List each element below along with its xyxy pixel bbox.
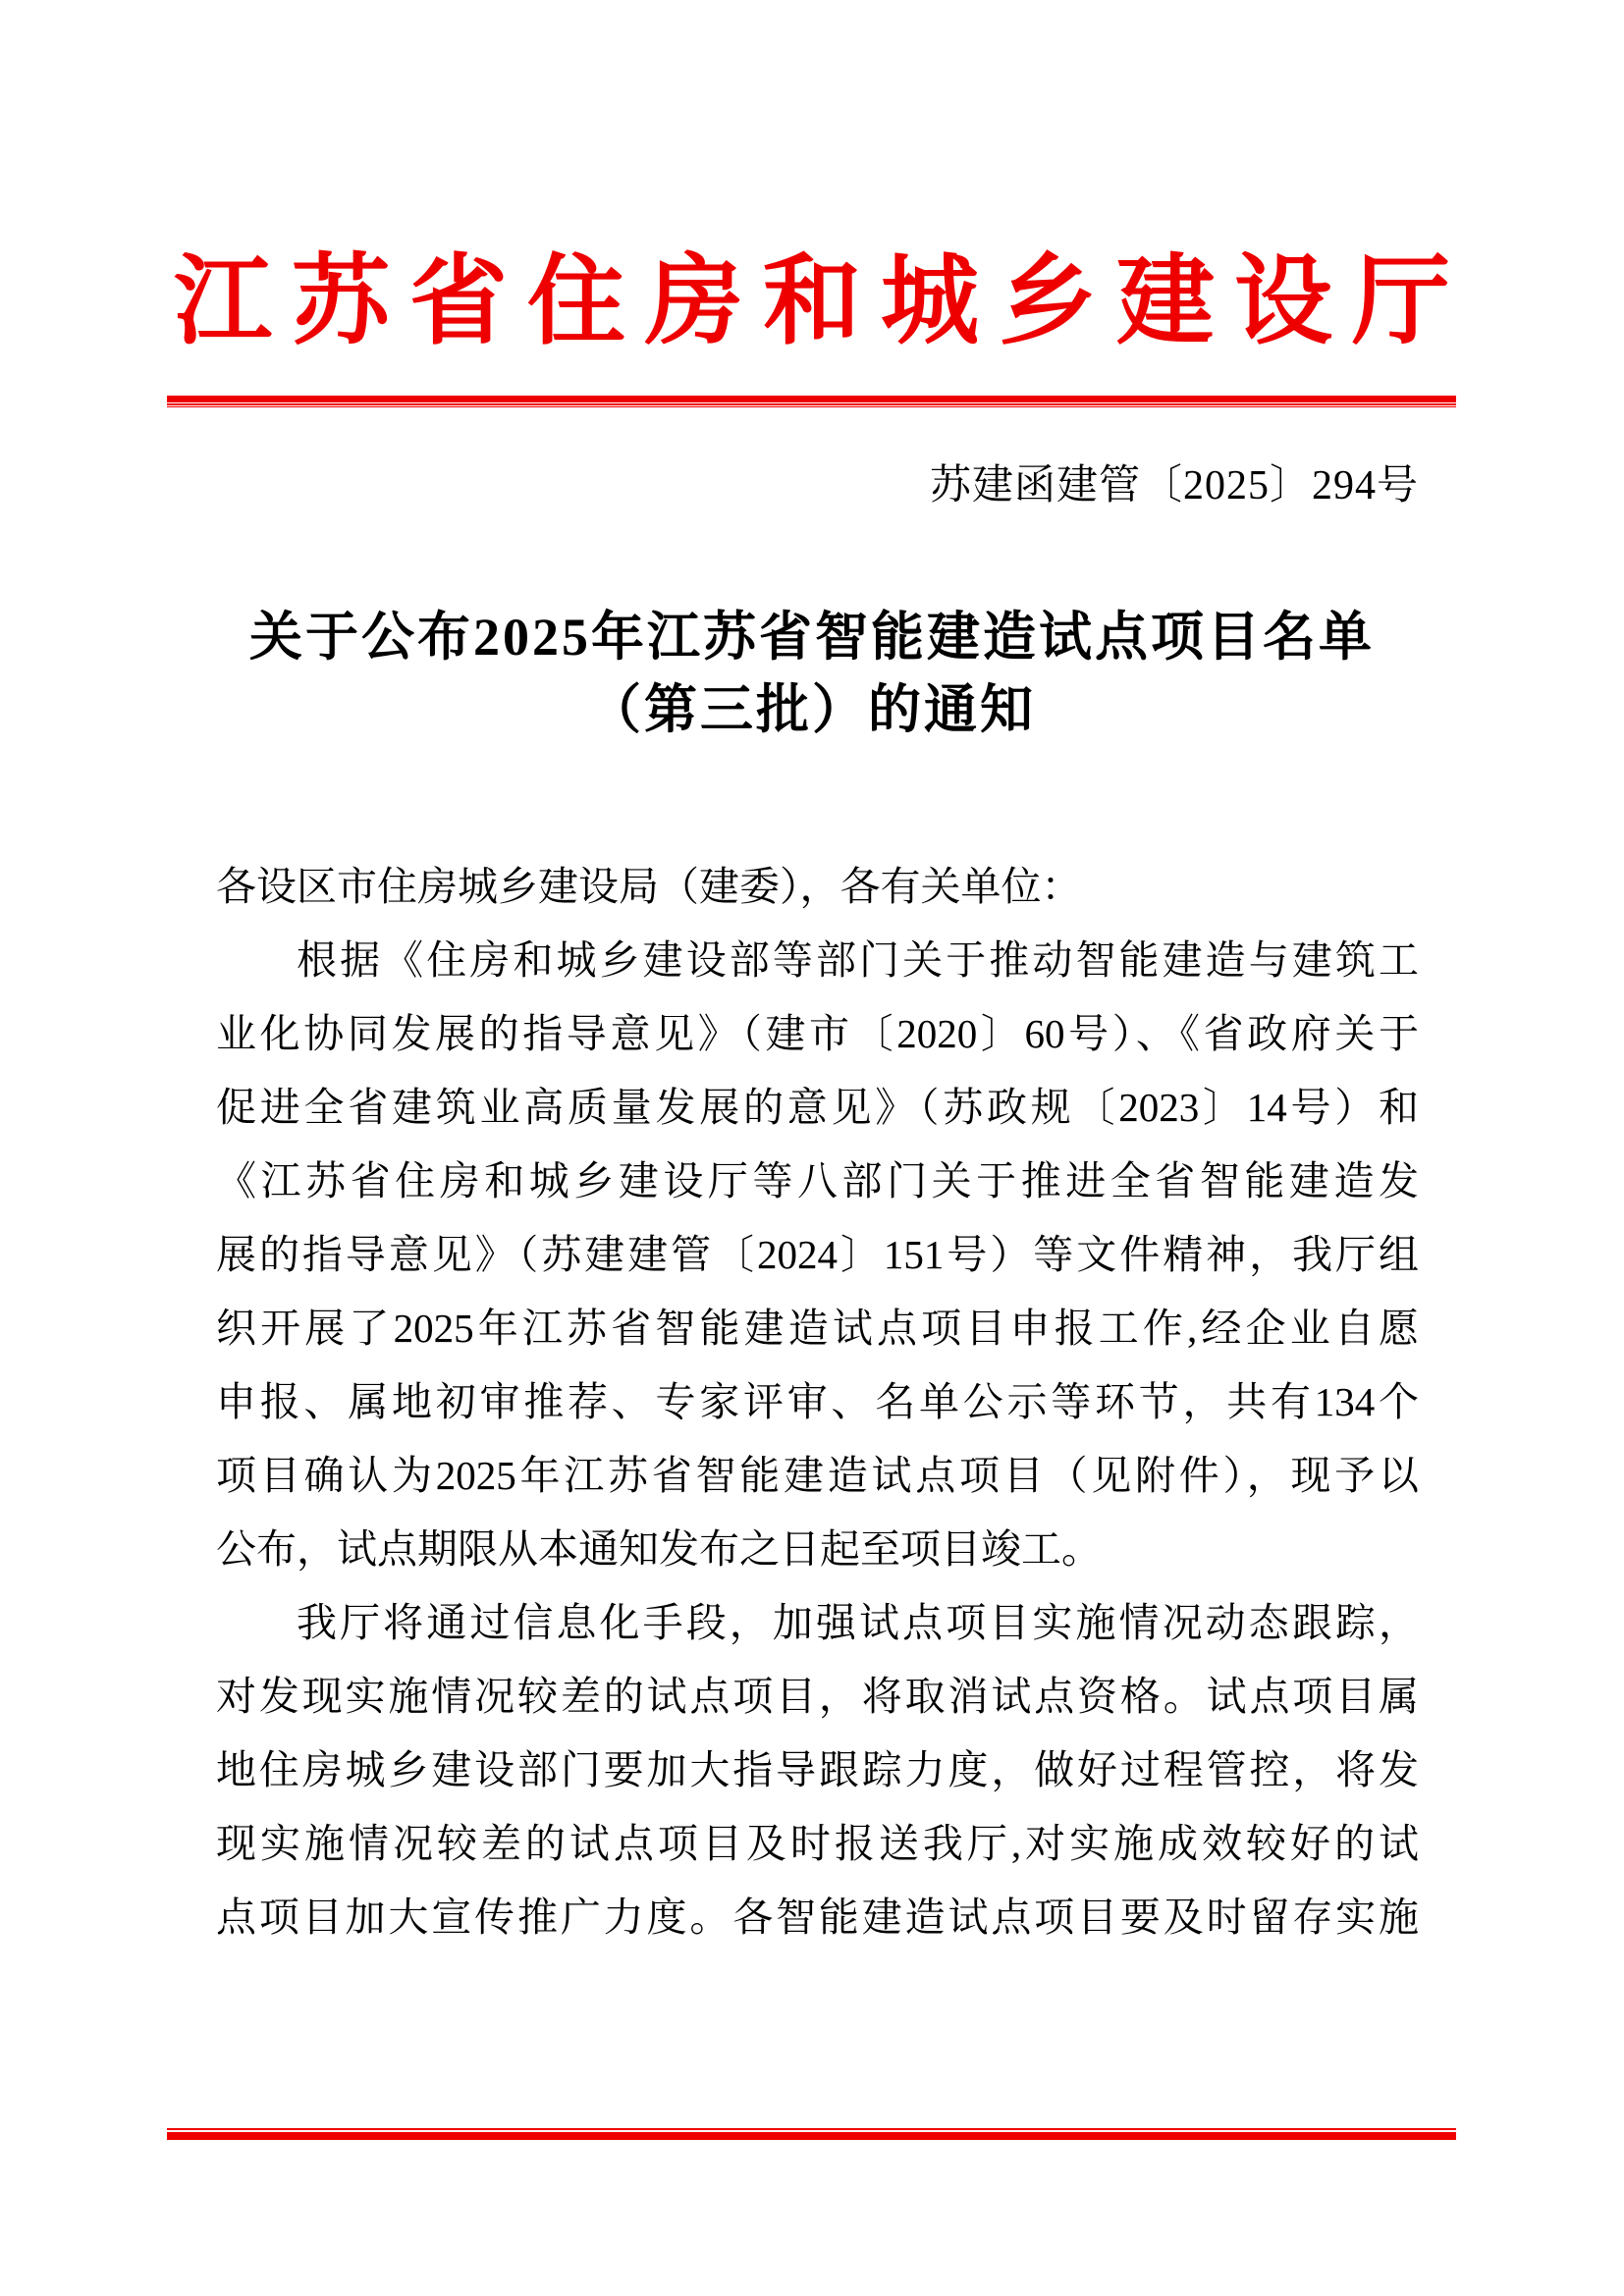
header-rule-thin-line [167,406,1456,407]
body-line: 申报、属地初审推荐、专家评审、名单公示等环节，共有134个 [216,1379,1419,1424]
document-body [216,850,1419,1954]
org-header-title: 江苏省住房和城乡建设厅 [174,247,1470,356]
body-line: 我厅将通过信息化手段，加强试点项目实施情况动态跟踪， [297,1600,1419,1645]
body-line: 展的指导意见》（苏建建管〔2024〕151号）等文件精神，我厅组 [216,1232,1419,1277]
document-title [0,601,1624,746]
body-line: 地住房城乡建设部门要加大指导跟踪力度，做好过程管控，将发 [216,1747,1419,1792]
footer-rule-thick-line [167,2132,1456,2140]
document-title-line1: 关于公布2025年江苏省智能建造试点项目名单 [249,608,1375,667]
body-line: 促进全省建筑业高质量发展的意见》（苏政规〔2023〕14号）和 [216,1085,1419,1130]
body-line: 对发现实施情况较差的试点项目，将取消试点资格。试点项目属 [216,1674,1419,1719]
body-line: 根据《住房和城乡建设部等部门关于推动智能建造与建筑工 [297,937,1419,983]
body-line: 织开展了2025年江苏省智能建造试点项目申报工作,经企业自愿 [216,1306,1419,1351]
body-line: 现实施情况较差的试点项目及时报送我厅,对实施成效较好的试 [216,1821,1419,1866]
body-line: 《江苏省住房和城乡建设厅等八部门关于推进全省智能建造发 [216,1158,1419,1203]
header-rule [167,396,1456,407]
header-rule-mid-line [167,403,1456,405]
body-line: 业化协同发展的指导意见》（建市〔2020〕60号）、《省政府关于 [216,1011,1419,1056]
header-rule-thick-line [167,396,1456,402]
body-line: 公布，试点期限从本通知发布之日起至项目竣工。 [216,1526,1102,1572]
document-title-line2: （第三批）的通知 [588,680,1036,739]
body-line: 各设区市住房城乡建设局（建委），各有关单位： [216,864,1082,909]
footer-rule-thin-line [167,2128,1456,2130]
body-line: 项目确认为2025年江苏省智能建造试点项目（见附件），现予以 [216,1453,1419,1498]
footer-rule [167,2128,1456,2140]
body-line: 点项目加大宣传推广力度。各智能建造试点项目要及时留存实施 [216,1895,1419,1940]
doc-number: 苏建函建管〔2025〕294号 [929,463,1419,508]
